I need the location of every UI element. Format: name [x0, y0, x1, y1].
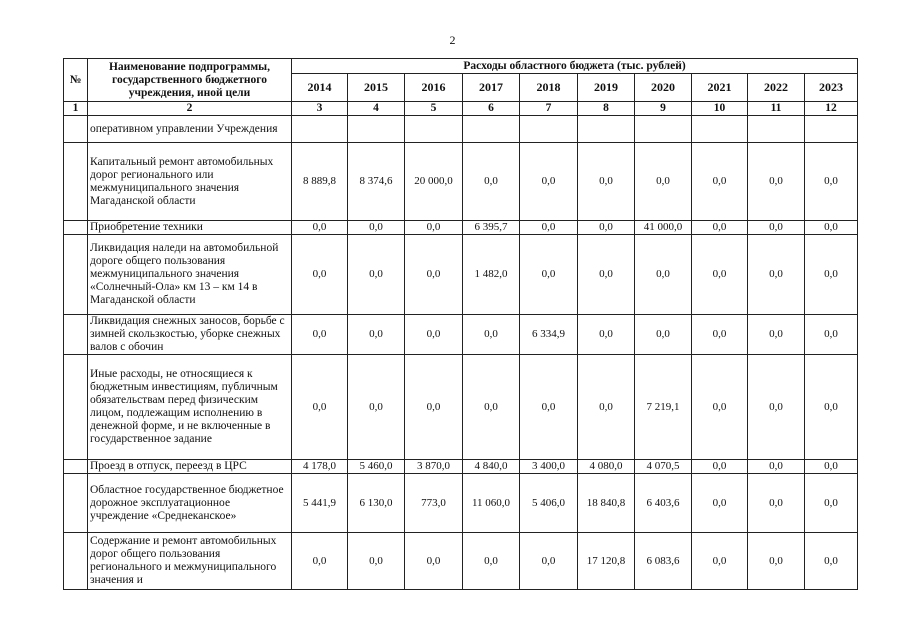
row-value: 0,0: [748, 460, 805, 474]
row-value: 0,0: [292, 355, 348, 460]
row-value: 0,0: [692, 474, 748, 533]
row-value: 0,0: [405, 533, 463, 590]
row-value: 0,0: [520, 533, 578, 590]
row-value: 0,0: [463, 315, 520, 355]
table-row: [64, 474, 858, 533]
row-value: 7 219,1: [635, 355, 692, 460]
row-value: [405, 116, 463, 143]
table-row: [64, 143, 858, 221]
row-name: Областное государственное бюджетное дорожное эксплуатационное учреждение «Среднеканское»: [88, 474, 292, 533]
row-value: 0,0: [805, 474, 858, 533]
row-value: 8 889,8: [292, 143, 348, 221]
row-value: 0,0: [405, 235, 463, 315]
row-value: 0,0: [805, 460, 858, 474]
row-value: 3 870,0: [405, 460, 463, 474]
table-row: [64, 221, 858, 235]
row-value: 11 060,0: [463, 474, 520, 533]
row-value: 0,0: [748, 235, 805, 315]
row-value: 3 400,0: [520, 460, 578, 474]
row-value: 0,0: [805, 533, 858, 590]
row-value: 773,0: [405, 474, 463, 533]
row-value: 8 374,6: [348, 143, 405, 221]
row-number: [64, 315, 88, 355]
row-value: 0,0: [463, 143, 520, 221]
column-index: 10: [692, 102, 748, 116]
year-header: 2019: [578, 74, 635, 102]
page-number: 2: [449, 33, 456, 47]
row-name: оперативном управлении Учреждения: [88, 116, 292, 143]
row-number: [64, 474, 88, 533]
year-header: 2015: [348, 74, 405, 102]
row-value: [692, 116, 748, 143]
row-value: 4 080,0: [578, 460, 635, 474]
row-value: [805, 116, 858, 143]
row-value: 20 000,0: [405, 143, 463, 221]
year-header: 2020: [635, 74, 692, 102]
row-value: 0,0: [520, 355, 578, 460]
column-index: 12: [805, 102, 858, 116]
row-value: 0,0: [292, 315, 348, 355]
header-num: №: [64, 59, 88, 102]
row-value: [748, 116, 805, 143]
row-number: [64, 533, 88, 590]
row-value: 0,0: [520, 143, 578, 221]
row-value: 0,0: [463, 533, 520, 590]
row-number: [64, 460, 88, 474]
row-value: 0,0: [692, 533, 748, 590]
row-value: 0,0: [292, 533, 348, 590]
row-value: [635, 116, 692, 143]
row-value: 0,0: [692, 315, 748, 355]
row-value: 0,0: [748, 315, 805, 355]
row-number: [64, 355, 88, 460]
column-index: 11: [748, 102, 805, 116]
table-row: [64, 235, 858, 315]
row-value: 4 070,5: [635, 460, 692, 474]
row-value: 6 395,7: [463, 221, 520, 235]
row-value: 6 334,9: [520, 315, 578, 355]
column-index: 6: [463, 102, 520, 116]
year-header: 2018: [520, 74, 578, 102]
row-value: 0,0: [405, 315, 463, 355]
row-value: 0,0: [692, 460, 748, 474]
year-header: 2023: [805, 74, 858, 102]
row-value: 0,0: [748, 533, 805, 590]
year-header: 2016: [405, 74, 463, 102]
row-value: [578, 116, 635, 143]
row-value: 0,0: [292, 221, 348, 235]
header-budget: Расходы областного бюджета (тыс. рублей): [292, 59, 858, 74]
row-value: 0,0: [292, 235, 348, 315]
row-value: 0,0: [405, 221, 463, 235]
row-value: 0,0: [578, 355, 635, 460]
row-value: 0,0: [348, 235, 405, 315]
year-header: 2021: [692, 74, 748, 102]
row-number: [64, 116, 88, 143]
row-value: 0,0: [805, 221, 858, 235]
table-body: [64, 116, 858, 590]
row-name: Приобретение техники: [88, 221, 292, 235]
row-value: 0,0: [578, 143, 635, 221]
row-value: 0,0: [635, 315, 692, 355]
row-value: 0,0: [635, 143, 692, 221]
row-value: 6 083,6: [635, 533, 692, 590]
column-index: 5: [405, 102, 463, 116]
row-value: 6 403,6: [635, 474, 692, 533]
column-index: 9: [635, 102, 692, 116]
row-value: 0,0: [805, 143, 858, 221]
row-value: 41 000,0: [635, 221, 692, 235]
table-row: [64, 116, 858, 143]
row-value: 0,0: [578, 315, 635, 355]
row-value: 4 840,0: [463, 460, 520, 474]
row-value: 0,0: [348, 221, 405, 235]
row-value: 0,0: [463, 355, 520, 460]
row-name: Иные расходы, не относящиеся к бюджетным инвестициям, публичным обязательствам перед физическим лицом, подлежащим исполнению в денежной форме, и не включенные в государственное задание: [88, 355, 292, 460]
year-header: 2022: [748, 74, 805, 102]
row-value: [348, 116, 405, 143]
column-index: 4: [348, 102, 405, 116]
row-value: 0,0: [348, 355, 405, 460]
row-value: 0,0: [520, 235, 578, 315]
row-value: 0,0: [692, 355, 748, 460]
row-value: 0,0: [805, 235, 858, 315]
row-value: 0,0: [520, 221, 578, 235]
row-value: 0,0: [348, 533, 405, 590]
row-value: 1 482,0: [463, 235, 520, 315]
row-name: Содержание и ремонт автомобильных дорог общего пользования регионального и межмуниципального значения и: [88, 533, 292, 590]
column-index: 1: [64, 102, 88, 116]
row-value: 0,0: [748, 355, 805, 460]
table-row: [64, 533, 858, 590]
column-index: 8: [578, 102, 635, 116]
table-row: [64, 355, 858, 460]
row-number: [64, 235, 88, 315]
row-value: 0,0: [578, 221, 635, 235]
row-value: 5 441,9: [292, 474, 348, 533]
row-value: 0,0: [578, 235, 635, 315]
row-name: Ликвидация снежных заносов, борьбе с зимней скользкостью, уборке снежных валов с обочин: [88, 315, 292, 355]
row-value: 0,0: [692, 235, 748, 315]
column-index: 7: [520, 102, 578, 116]
row-value: 0,0: [692, 143, 748, 221]
row-number: [64, 221, 88, 235]
row-value: 0,0: [805, 315, 858, 355]
column-index: 2: [88, 102, 292, 116]
row-value: 0,0: [748, 474, 805, 533]
row-value: 4 178,0: [292, 460, 348, 474]
row-value: 18 840,8: [578, 474, 635, 533]
row-value: 6 130,0: [348, 474, 405, 533]
row-value: 0,0: [805, 355, 858, 460]
column-index: 3: [292, 102, 348, 116]
row-value: 0,0: [635, 235, 692, 315]
row-value: 0,0: [348, 315, 405, 355]
row-value: [520, 116, 578, 143]
row-value: 0,0: [692, 221, 748, 235]
row-value: 5 460,0: [348, 460, 405, 474]
row-name: Ликвидация наледи на автомобильной дороге общего пользования межмуниципального значения «Солнечный-Ола» км 13 – км 14 в Магаданской области: [88, 235, 292, 315]
year-header: 2014: [292, 74, 348, 102]
row-value: [292, 116, 348, 143]
row-name: Капитальный ремонт автомобильных дорог регионального или межмуниципального значения Магаданской области: [88, 143, 292, 221]
header-index-row: [64, 102, 858, 116]
table-row: [64, 315, 858, 355]
header-name: Наименование подпрограммы, государственного бюджетного учреждения, иной цели: [88, 59, 292, 102]
year-header: 2017: [463, 74, 520, 102]
row-value: [463, 116, 520, 143]
row-value: 5 406,0: [520, 474, 578, 533]
row-value: 17 120,8: [578, 533, 635, 590]
row-value: 0,0: [748, 221, 805, 235]
row-value: 0,0: [405, 355, 463, 460]
row-name: Проезд в отпуск, переезд в ЦРС: [88, 460, 292, 474]
row-number: [64, 143, 88, 221]
budget-table: [63, 58, 858, 590]
row-value: 0,0: [748, 143, 805, 221]
table-row: [64, 460, 858, 474]
